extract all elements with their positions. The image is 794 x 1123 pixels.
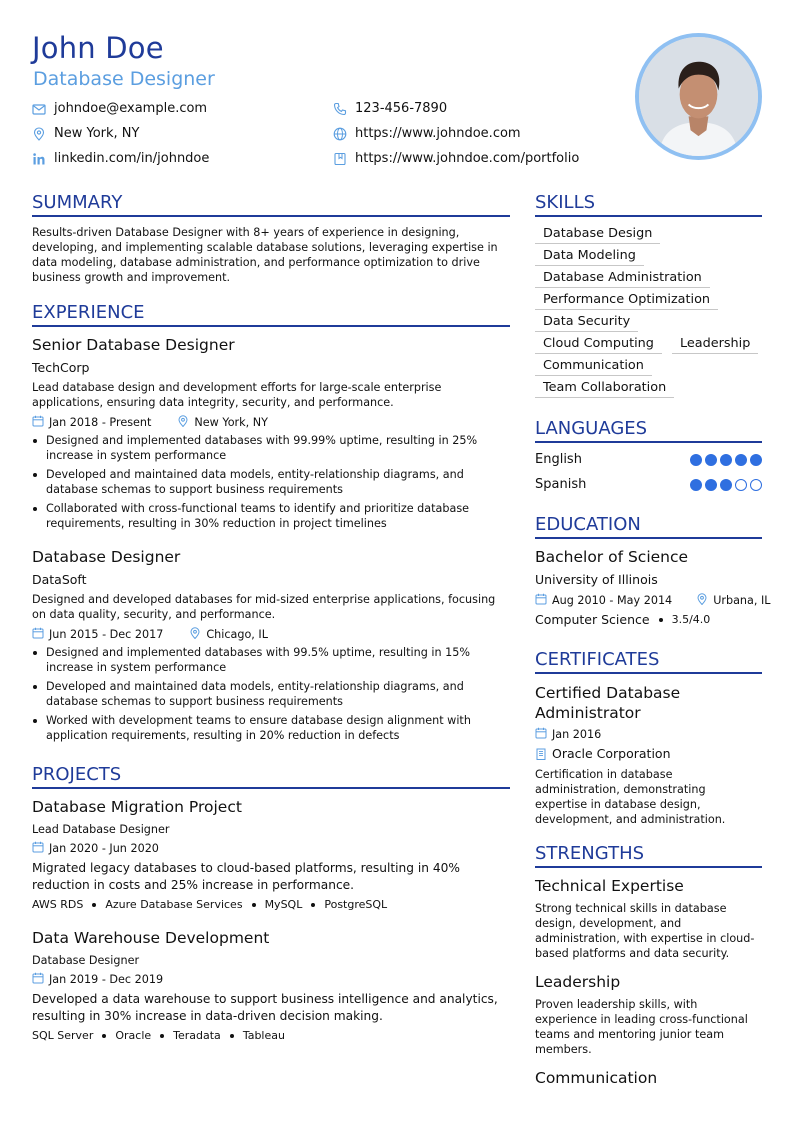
skill-tag: Cloud Computing	[535, 336, 662, 354]
language-name: Spanish	[535, 477, 587, 492]
contact-email[interactable]	[32, 101, 207, 116]
location-pin-icon	[177, 415, 194, 430]
email-text: johndoe@example.com	[54, 101, 208, 116]
strength-title: Technical Expertise	[535, 877, 684, 895]
language-name: English	[535, 452, 582, 467]
project-meta	[32, 841, 159, 856]
calendar-icon	[32, 841, 49, 856]
certificate-date: Jan 2016	[552, 728, 602, 741]
education-location-text: Urbana, IL	[713, 594, 771, 607]
list-item: Designed and implemented databases with 99.99% uptime, resulting in 25% increase in system performance	[32, 433, 502, 463]
location-pin-icon	[696, 593, 713, 608]
certificate-issuer: Oracle Corporation	[552, 746, 671, 761]
education-field-row	[535, 612, 710, 627]
tag: Teradata	[173, 1029, 221, 1042]
summary-text: Results-driven Database Designer with 8+ years of experience in designing, developing, and implementing scalable database solutions, leveraging expertise in data modeling, database administration, and performance optimization to drive business growth and improvement.	[32, 226, 498, 284]
job-location	[177, 415, 268, 430]
building-icon	[535, 748, 547, 760]
certificate-description: Certification in database administration, demonstrating expertise in database design, development, and administration.	[535, 768, 726, 826]
portfolio-text: https://www.johndoe.com/portfolio	[355, 151, 580, 166]
contact-phone[interactable]	[333, 101, 447, 116]
calendar-icon	[32, 972, 49, 987]
job-dates: Jun 2015 - Dec 2017	[49, 628, 164, 641]
certificate-date-row	[535, 727, 601, 742]
calendar-icon	[535, 593, 552, 608]
rating-dot-filled	[705, 454, 717, 466]
languages-heading: LANGUAGES	[535, 418, 762, 443]
rating-dot-filled	[750, 454, 762, 466]
education-degree: Bachelor of Science	[535, 548, 689, 566]
project-title: Data Warehouse Development	[32, 929, 270, 947]
experience-heading: EXPERIENCE	[32, 302, 510, 327]
calendar-icon	[535, 727, 552, 742]
contact-linkedin[interactable]	[32, 151, 209, 166]
contact-portfolio[interactable]	[333, 151, 579, 166]
tag: SQL Server	[32, 1029, 94, 1042]
projects-heading: PROJECTS	[32, 764, 510, 789]
skill-tag: Leadership	[672, 336, 758, 354]
location-pin-icon	[32, 127, 46, 141]
education-gpa: 3.5/4.0	[671, 613, 711, 626]
job-bullets	[32, 645, 502, 747]
website-text: https://www.johndoe.com	[355, 126, 521, 141]
tag: Azure Database Services	[105, 898, 243, 911]
language-rating	[687, 454, 762, 466]
rating-dot-filled	[705, 479, 717, 491]
list-item: Collaborated with cross-functional teams to identify and prioritize database requirements, resulting in 30% reduction in project timelines	[32, 501, 502, 531]
bookmark-icon	[333, 152, 347, 166]
rating-dot-empty	[735, 479, 747, 491]
job-title: Database Designer	[32, 548, 181, 566]
project-tags	[32, 1029, 285, 1042]
project-dates: Jan 2020 - Jun 2020	[49, 842, 159, 855]
rating-dot-filled	[690, 479, 702, 491]
education-dates: Aug 2010 - May 2014	[552, 594, 673, 607]
avatar	[635, 33, 762, 160]
strengths-heading: STRENGTHS	[535, 843, 762, 868]
job-title: Senior Database Designer	[32, 336, 235, 354]
language-row	[535, 452, 762, 467]
tag: MySQL	[264, 898, 303, 911]
candidate-name: John Doe	[32, 31, 164, 65]
contact-website[interactable]	[333, 126, 521, 141]
rating-dot-filled	[735, 454, 747, 466]
location-pin-icon	[189, 627, 206, 642]
project-role: Lead Database Designer	[32, 823, 170, 836]
project-description: Developed a data warehouse to support business intelligence and analytics, resulting in 30% increase in data-driven decision making.	[32, 992, 498, 1023]
language-rating	[687, 479, 762, 491]
job-company: TechCorp	[32, 360, 90, 375]
education-heading: EDUCATION	[535, 514, 762, 539]
list-item: Designed and implemented databases with 99.5% uptime, resulting in 15% increase in system performance	[32, 645, 502, 675]
strength-description: Strong technical skills in database design, development, and administration, with expertise in cloud-based platforms and data security.	[535, 902, 755, 960]
education-field: Computer Science	[535, 612, 650, 627]
project-role: Database Designer	[32, 954, 140, 967]
certificates-heading: CERTIFICATES	[535, 649, 762, 674]
skill-tag: Communication	[535, 358, 652, 376]
job-dates: Jan 2018 - Present	[49, 416, 152, 429]
candidate-role: Database Designer	[33, 68, 215, 90]
skill-tag: Team Collaboration	[535, 380, 674, 398]
job-location-text: New York, NY	[194, 416, 268, 429]
summary-heading: SUMMARY	[32, 192, 510, 217]
phone-text: 123-456-7890	[355, 101, 448, 116]
tag: PostgreSQL	[324, 898, 388, 911]
mail-icon	[32, 102, 46, 116]
list-item: Developed and maintained data models, entity-relationship diagrams, and database schemas to support business requirements	[32, 467, 502, 497]
project-dates: Jan 2019 - Dec 2019	[49, 973, 164, 986]
job-description: Lead database design and development efforts for large-scale enterprise applications, ensuring data integrity, security, and performance.	[32, 381, 442, 409]
project-title: Database Migration Project	[32, 798, 242, 816]
linkedin-icon	[32, 152, 46, 166]
tag: Oracle	[115, 1029, 152, 1042]
job-description: Designed and developed databases for mid-sized enterprise applications, focusing on data quality, security, and performance.	[32, 593, 496, 621]
certificate-issuer-row	[535, 746, 671, 761]
language-row	[535, 477, 762, 492]
skill-tag: Data Security	[535, 314, 638, 332]
rating-dot-filled	[720, 454, 732, 466]
education-school: University of Illinois	[535, 572, 658, 587]
calendar-icon	[32, 627, 49, 642]
certificate-name: Certified Database Administrator	[535, 684, 681, 722]
education-location	[696, 593, 770, 608]
contact-location	[32, 126, 139, 141]
job-meta	[32, 627, 268, 642]
tag: Tableau	[242, 1029, 285, 1042]
linkedin-text: linkedin.com/in/johndoe	[54, 151, 210, 166]
skill-tag: Database Design	[535, 226, 660, 244]
rating-dot-filled	[720, 479, 732, 491]
strength-description: Proven leadership skills, with experience in leading cross-functional teams and mentoring junior team members.	[535, 998, 748, 1056]
education-meta	[535, 593, 771, 608]
rating-dot-empty	[750, 479, 762, 491]
job-meta	[32, 415, 268, 430]
job-location-text: Chicago, IL	[206, 628, 268, 641]
job-location	[189, 627, 268, 642]
project-description: Migrated legacy databases to cloud-based platforms, resulting in 40% reduction in costs and 25% increase in performance.	[32, 861, 460, 892]
project-tags	[32, 898, 387, 911]
globe-icon	[333, 127, 347, 141]
skills-heading: SKILLS	[535, 192, 762, 217]
location-text: New York, NY	[54, 126, 140, 141]
list-item: Developed and maintained data models, entity-relationship diagrams, and database schemas to support business requirements	[32, 679, 502, 709]
tag: AWS RDS	[32, 898, 84, 911]
job-bullets	[32, 433, 502, 535]
profile-photo-icon	[639, 37, 758, 156]
project-meta	[32, 972, 163, 987]
skill-tag: Database Administration	[535, 270, 710, 288]
strength-title: Leadership	[535, 973, 621, 991]
calendar-icon	[32, 415, 49, 430]
list-item: Worked with development teams to ensure database design alignment with application requirements, resulting in 20% reduction in defects	[32, 713, 502, 743]
skill-tag: Data Modeling	[535, 248, 644, 266]
rating-dot-filled	[690, 454, 702, 466]
phone-icon	[333, 102, 347, 116]
strength-title: Communication	[535, 1069, 658, 1087]
job-company: DataSoft	[32, 572, 87, 587]
skill-tag: Performance Optimization	[535, 292, 718, 310]
